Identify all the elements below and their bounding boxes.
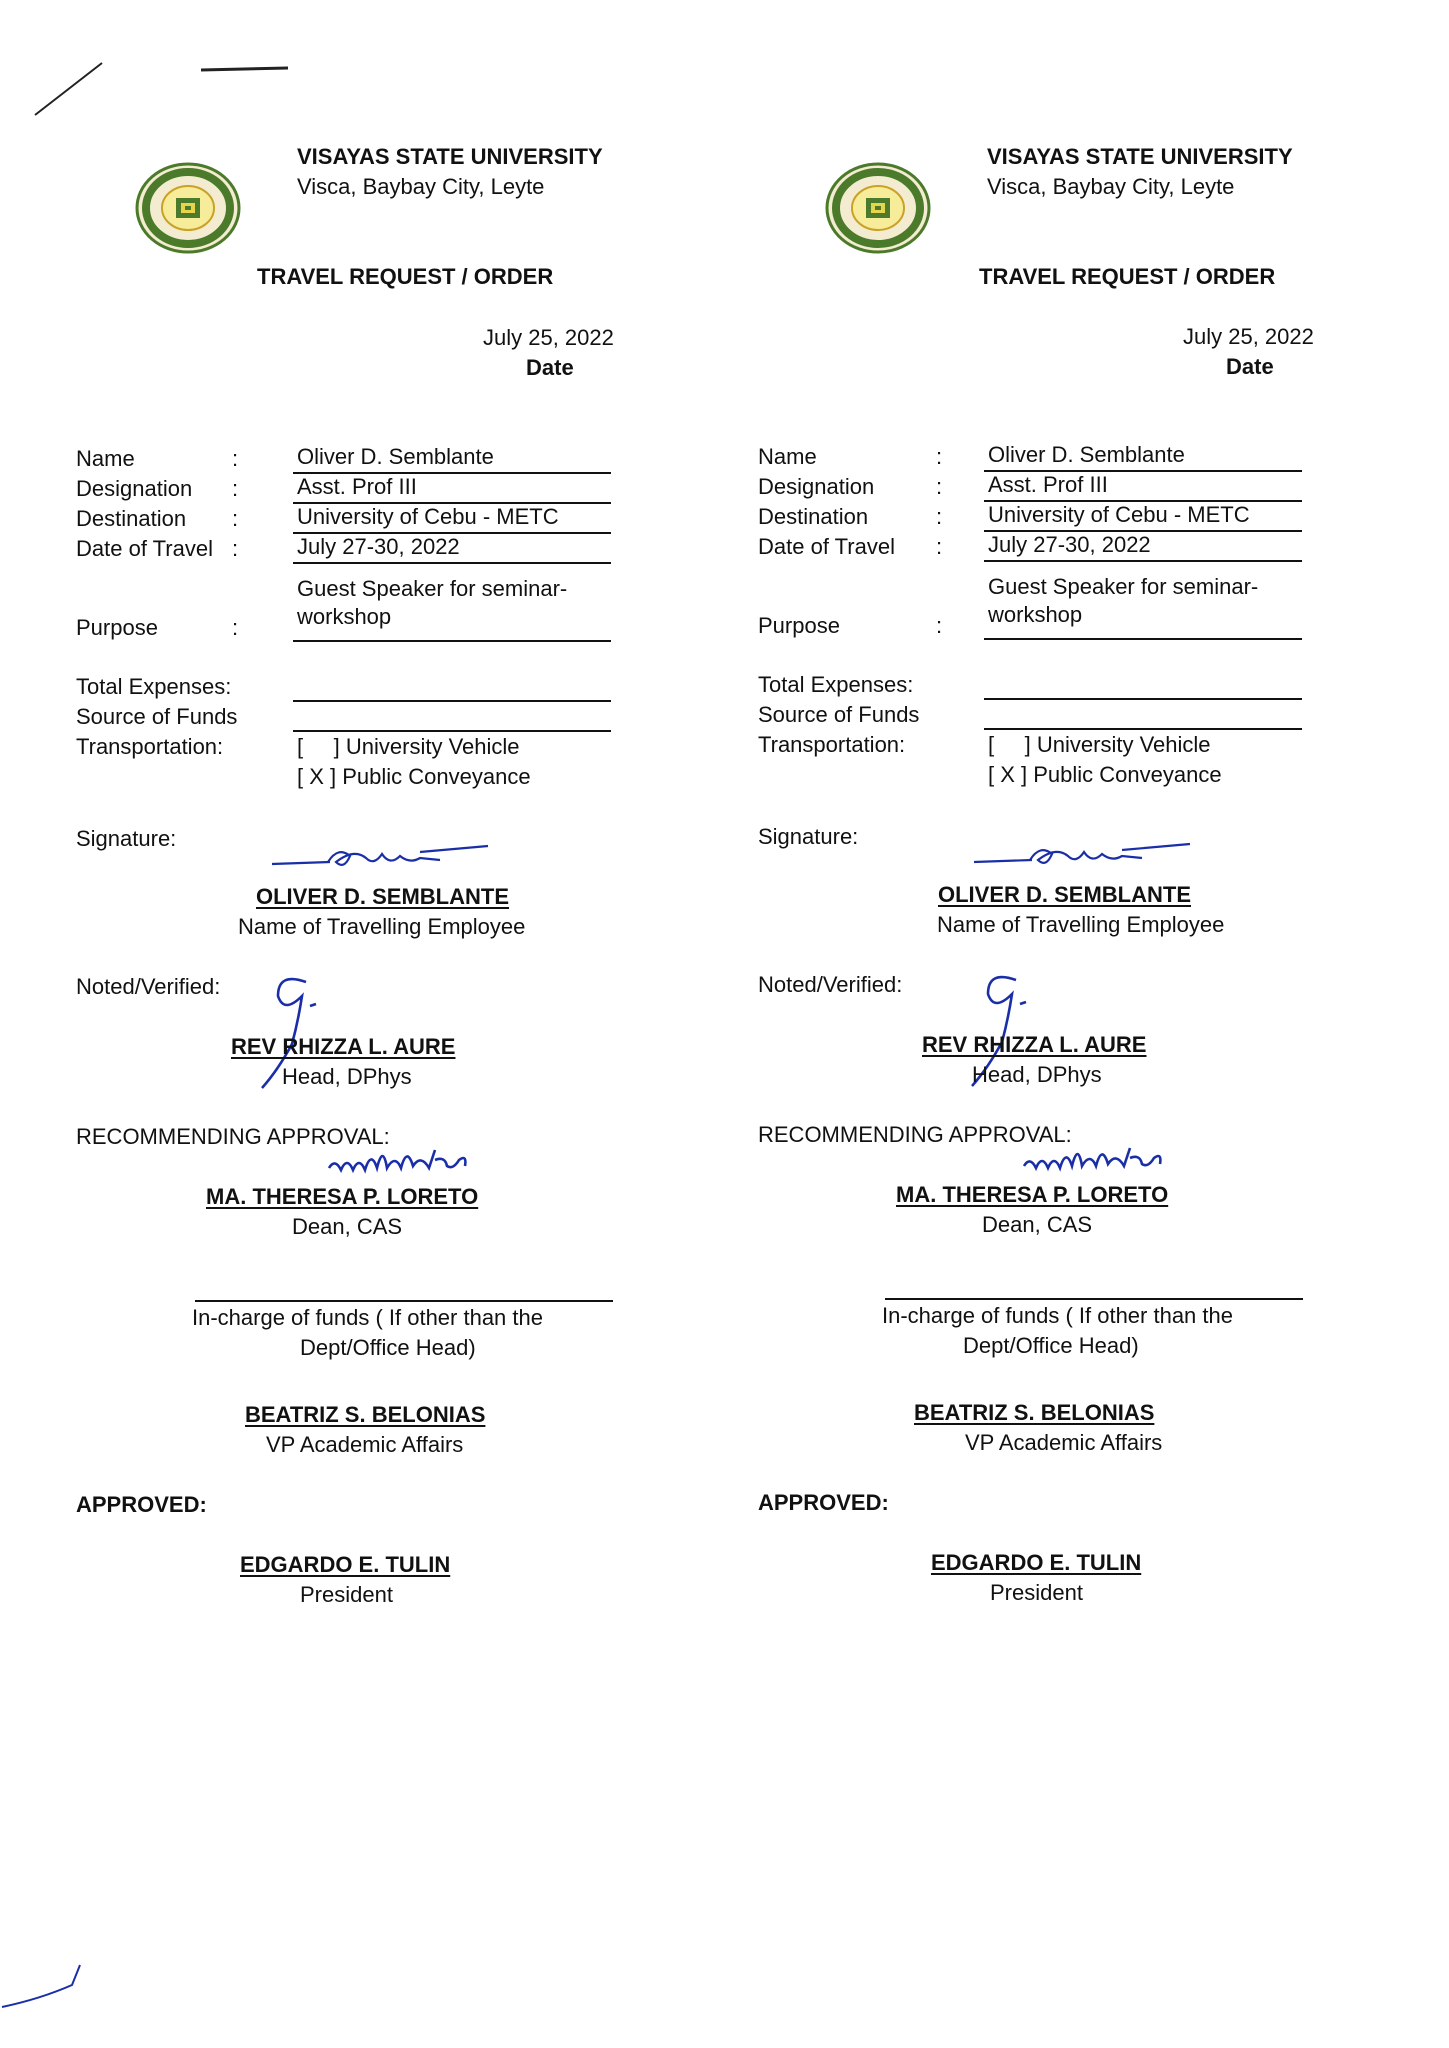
total-expenses-underline <box>984 698 1302 700</box>
date-of-travel-label: Date of Travel <box>76 536 213 561</box>
request-date-label: Date <box>526 355 574 380</box>
dean-name: MA. THERESA P. LORETO <box>896 1182 1169 1207</box>
vp-role: VP Academic Affairs <box>965 1430 1163 1455</box>
name-colon: : <box>232 446 239 471</box>
source-of-funds-underline <box>984 728 1302 730</box>
employee-name: OLIVER D. SEMBLANTE <box>256 884 510 909</box>
signature-label: Signature: <box>758 824 859 849</box>
request-date-label: Date <box>1226 354 1274 379</box>
form-title: TRAVEL REQUEST / ORDER <box>979 264 1276 289</box>
destination-value: University of Cebu - METC <box>988 502 1250 527</box>
destination-value: University of Cebu - METC <box>297 504 559 529</box>
head-role: Head, DPhys <box>282 1064 412 1089</box>
employee-name: OLIVER D. SEMBLANTE <box>938 882 1192 907</box>
dean-name: MA. THERESA P. LORETO <box>206 1184 479 1209</box>
approved-label: APPROVED: <box>758 1490 889 1515</box>
request-date: July 25, 2022 <box>1183 324 1314 349</box>
date-of-travel-colon: : <box>936 534 943 559</box>
funds-signature-line <box>195 1300 613 1302</box>
total-expenses-underline <box>293 700 611 702</box>
university-seal-icon <box>825 162 931 254</box>
designation-label: Designation <box>758 474 875 499</box>
transport-option-university-vehicle: [ ] University Vehicle <box>297 734 520 759</box>
total-expenses-label: Total Expenses: <box>76 674 232 699</box>
purpose-value-line2: workshop <box>988 602 1083 627</box>
date-of-travel-value: July 27-30, 2022 <box>297 534 460 559</box>
vp-name: BEATRIZ S. BELONIAS <box>914 1400 1155 1425</box>
destination-colon: : <box>232 506 239 531</box>
funds-incharge-line2: Dept/Office Head) <box>300 1335 476 1360</box>
purpose-value-line1: Guest Speaker for seminar- <box>297 576 568 601</box>
university-address: Visca, Baybay City, Leyte <box>987 174 1235 199</box>
designation-value: Asst. Prof III <box>988 472 1108 497</box>
purpose-label: Purpose <box>758 613 840 638</box>
designation-colon: : <box>936 474 943 499</box>
source-of-funds-underline <box>293 730 611 732</box>
vp-name: BEATRIZ S. BELONIAS <box>245 1402 486 1427</box>
travel-order-copy-left <box>0 0 724 2048</box>
university-name: VISAYAS STATE UNIVERSITY <box>987 144 1293 169</box>
transportation-label: Transportation: <box>758 732 906 757</box>
transportation-label: Transportation: <box>76 734 224 759</box>
destination-label: Destination <box>758 504 869 529</box>
date-of-travel-label: Date of Travel <box>758 534 895 559</box>
purpose-label: Purpose <box>76 615 158 640</box>
president-role: President <box>990 1580 1083 1605</box>
university-name: VISAYAS STATE UNIVERSITY <box>297 144 603 169</box>
dean-role: Dean, CAS <box>292 1214 403 1239</box>
recommending-approval-label: RECOMMENDING APPROVAL: <box>758 1122 1072 1147</box>
signature-icon <box>972 834 1192 874</box>
president-name: EDGARDO E. TULIN <box>240 1552 451 1577</box>
funds-incharge-line1: In-charge of funds ( If other than the <box>882 1303 1233 1328</box>
source-of-funds-label: Source of Funds <box>76 704 238 729</box>
date-of-travel-colon: : <box>232 536 239 561</box>
purpose-value-line1: Guest Speaker for seminar- <box>988 574 1259 599</box>
signature-icon <box>270 836 490 876</box>
purpose-underline <box>293 640 611 642</box>
designation-colon: : <box>232 476 239 501</box>
transport-option-public-conveyance: [ X ] Public Conveyance <box>297 764 531 789</box>
purpose-value-line2: workshop <box>297 604 392 629</box>
request-date: July 25, 2022 <box>483 325 614 350</box>
date-of-travel-underline <box>293 562 611 564</box>
head-name: REV RHIZZA L. AURE <box>231 1034 456 1059</box>
funds-incharge-line1: In-charge of funds ( If other than the <box>192 1305 543 1330</box>
purpose-underline <box>984 638 1302 640</box>
university-address: Visca, Baybay City, Leyte <box>297 174 545 199</box>
purpose-colon: : <box>232 615 239 640</box>
destination-label: Destination <box>76 506 187 531</box>
noted-verified-label: Noted/Verified: <box>758 972 903 997</box>
travel-order-copy-right <box>690 0 1414 2048</box>
name-value: Oliver D. Semblante <box>988 442 1185 467</box>
date-of-travel-underline <box>984 560 1302 562</box>
name-label: Name <box>758 444 817 469</box>
total-expenses-label: Total Expenses: <box>758 672 914 697</box>
form-title: TRAVEL REQUEST / ORDER <box>257 264 554 289</box>
designation-label: Designation <box>76 476 193 501</box>
university-seal-icon <box>135 162 241 254</box>
name-label: Name <box>76 446 135 471</box>
funds-signature-line <box>885 1298 1303 1300</box>
funds-incharge-line2: Dept/Office Head) <box>963 1333 1139 1358</box>
transport-option-university-vehicle: [ ] University Vehicle <box>988 732 1211 757</box>
noted-verified-label: Noted/Verified: <box>76 974 221 999</box>
name-value: Oliver D. Semblante <box>297 444 494 469</box>
date-of-travel-value: July 27-30, 2022 <box>988 532 1151 557</box>
recommending-approval-label: RECOMMENDING APPROVAL: <box>76 1124 390 1149</box>
purpose-colon: : <box>936 613 943 638</box>
destination-colon: : <box>936 504 943 529</box>
vp-role: VP Academic Affairs <box>266 1432 464 1457</box>
employee-role: Name of Travelling Employee <box>238 914 526 939</box>
dean-role: Dean, CAS <box>982 1212 1093 1237</box>
source-of-funds-label: Source of Funds <box>758 702 920 727</box>
name-colon: : <box>936 444 943 469</box>
transport-option-public-conveyance: [ X ] Public Conveyance <box>988 762 1222 787</box>
signature-label: Signature: <box>76 826 177 851</box>
president-role: President <box>300 1582 393 1607</box>
head-role: Head, DPhys <box>972 1062 1102 1087</box>
employee-role: Name of Travelling Employee <box>937 912 1225 937</box>
designation-value: Asst. Prof III <box>297 474 417 499</box>
approved-label: APPROVED: <box>76 1492 207 1517</box>
president-name: EDGARDO E. TULIN <box>931 1550 1142 1575</box>
head-name: REV RHIZZA L. AURE <box>922 1032 1147 1057</box>
